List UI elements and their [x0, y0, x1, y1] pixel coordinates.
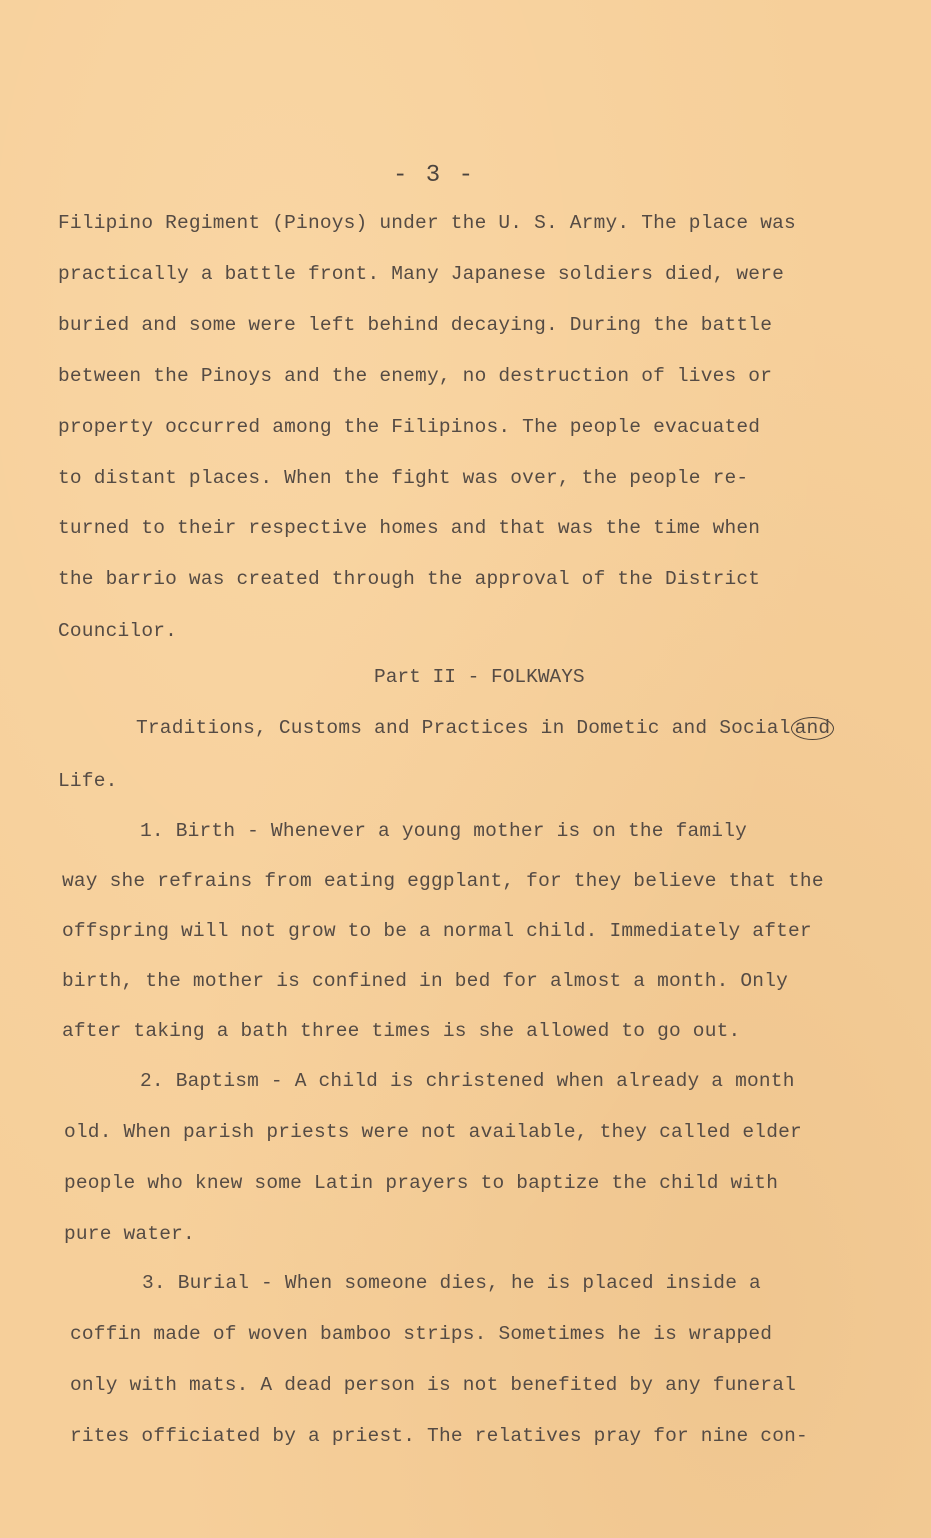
subtitle-text: Traditions, Customs and Practices in Dometic and Social	[136, 717, 791, 739]
text-line: Filipino Regiment (Pinoys) under the U. S. Army. The place was	[58, 212, 796, 234]
text-line: birth, the mother is confined in bed for almost a month. Only	[62, 970, 789, 992]
text-line: pure water.	[64, 1223, 195, 1245]
text-line: 3. Burial - When someone dies, he is placed inside a	[142, 1272, 761, 1294]
text-line: after taking a bath three times is she allowed to go out.	[62, 1020, 741, 1042]
text-line: turned to their respective homes and that was the time when	[58, 517, 761, 539]
page-number: - 3 -	[393, 162, 476, 189]
text-line: practically a battle front. Many Japanese soldiers died, were	[58, 263, 785, 285]
text-line: rites officiated by a priest. The relatives pray for nine con-	[70, 1425, 808, 1447]
text-line: offspring will not grow to be a normal child. Immediately after	[62, 920, 812, 942]
text-line: old. When parish priests were not available, they called elder	[64, 1121, 802, 1143]
text-line: buried and some were left behind decaying. During the battle	[58, 314, 773, 336]
text-line: only with mats. A dead person is not benefited by any funeral	[70, 1374, 797, 1396]
text-line: property occurred among the Filipinos. The people evacuated	[58, 416, 761, 438]
text-line: coffin made of woven bamboo strips. Sometimes he is wrapped	[70, 1323, 773, 1345]
section-subtitle	[136, 717, 834, 740]
text-line: people who knew some Latin prayers to baptize the child with	[64, 1172, 779, 1194]
text-line: Councilor.	[58, 620, 178, 642]
text-line: to distant places. When the fight was over, the people re-	[58, 467, 749, 489]
text-line: Life.	[58, 770, 118, 792]
text-line: the barrio was created through the approval of the District	[58, 568, 761, 590]
text-line: between the Pinoys and the enemy, no destruction of lives or	[58, 365, 773, 387]
text-line: way she refrains from eating eggplant, for they believe that the	[62, 870, 824, 892]
circled-word: and	[791, 717, 835, 740]
text-line: 2. Baptism - A child is christened when already a month	[140, 1070, 795, 1092]
section-heading: Part II - FOLKWAYS	[374, 666, 585, 688]
text-line: 1. Birth - Whenever a young mother is on the family	[140, 820, 747, 842]
